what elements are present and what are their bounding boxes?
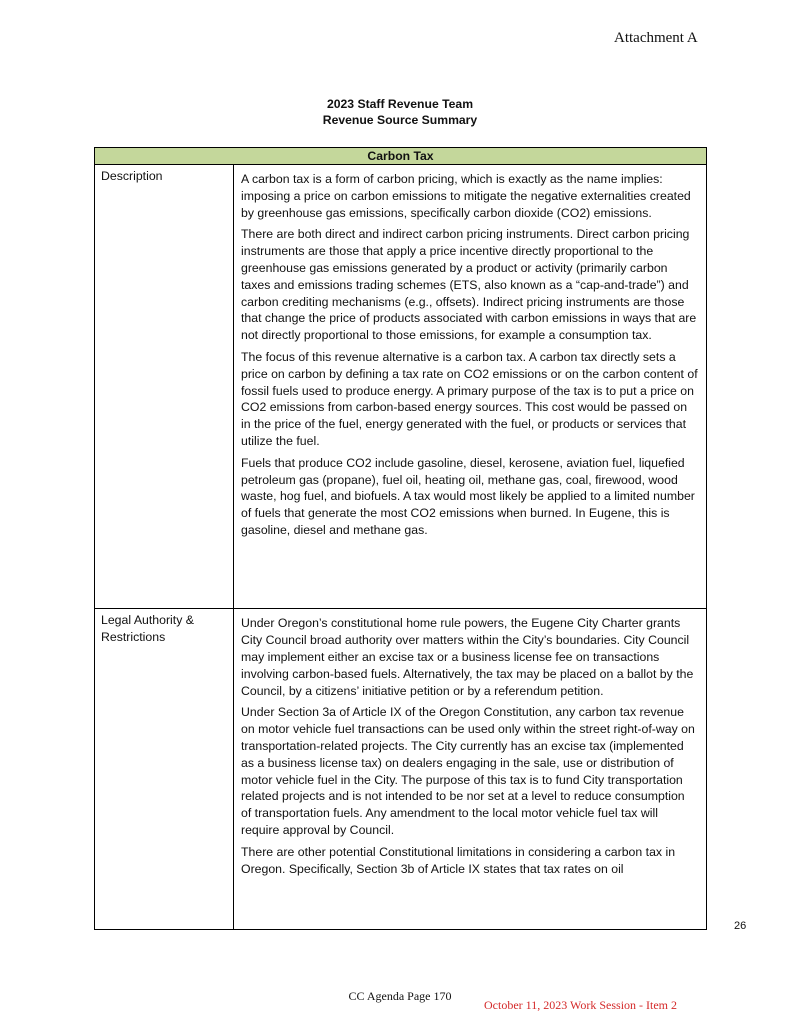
revenue-summary-table — [94, 147, 707, 930]
row-label-description: Description — [95, 165, 234, 609]
page-number: 26 — [734, 920, 747, 932]
paragraph: There are both direct and indirect carbon pricing instruments. Direct carbon pricing instruments are those that apply a price incentive directly proportional to the greenhouse gas emissions generated by a product or activity (primarily carbon taxes and emissions trading schemes (ETS, also known as a “cap-and-trade”) and carbon crediting mechanisms (e.g., offsets). Indirect pricing instruments are those that change the price of products associated with carbon emissions in ways that are not directly proportional to those emissions, for example a consumption tax. — [241, 227, 697, 343]
paragraph: Under Section 3a of Article IX of the Oregon Constitution, any carbon tax revenue on motor vehicle fuel transactions can be used only within the street right-of-way on transportation-related projects. The City currently has an excise tax (implemented as a business license tax) on dealers engaging in the sale, use or distribution of motor vehicle fuel in the City. The purpose of this tax is to fund City transportation related projects and is not intended to be nor set at a level to reduce consumption of transportation fuels. Any amendment to the local motor vehicle fuel tax will require approval by Council. — [241, 705, 695, 837]
paragraph: Fuels that produce CO2 include gasoline, diesel, kerosene, aviation fuel, liquefied petroleum gas (propane), fuel oil, heating oil, methane gas, coal, firewood, wood waste, hog fuel, and biofuels. A tax would most likely be applied to a limited number of fuels that generate the most CO2 emissions when burned. In Eugene, this is gasoline, diesel and methane gas. — [241, 455, 695, 537]
table-row-description — [95, 165, 707, 609]
row-label-legal-authority: Legal Authority & Restrictions — [95, 609, 234, 930]
paragraph: A carbon tax is a form of carbon pricing, which is exactly as the name implies: imposing a price on carbon emissions to mitigate the negative externalities created by greenhouse gas emissions, specifically carbon dioxide (CO2) emissions. — [241, 172, 691, 220]
row-content-description — [234, 165, 707, 609]
attachment-label: Attachment A — [614, 30, 698, 46]
agenda-page-footer: CC Agenda Page 170 — [348, 989, 452, 1003]
table-row-legal-authority — [95, 609, 707, 930]
row-content-legal-authority — [234, 609, 707, 930]
paragraph: The focus of this revenue alternative is a carbon tax. A carbon tax directly sets a price on carbon by defining a tax rate on CO2 emissions or on the carbon content of fossil fuels used to produce energy. A primary purpose of the tax is to put a price on CO2 emissions from carbon-based energy sources. This cost would be passed on in the price of the fuel, energy generated with the fuel, or products or services that utilize the fuel. — [241, 349, 698, 448]
table-heading-row — [95, 148, 707, 165]
title-line-1: 2023 Staff Revenue Team — [326, 97, 474, 111]
title-line-2: Revenue Source Summary — [322, 113, 478, 127]
paragraph: Under Oregon’s constitutional home rule powers, the Eugene City Charter grants City Council broad authority over matters within the City’s boundaries. City Council may implement either an excise tax or a business license fee on transactions involving carbon-based fuels. Alternatively, the tax may be placed on a ballot by the Council, by a citizens’ initiative petition or by a referendum petition. — [241, 616, 694, 698]
table-heading: Carbon Tax — [95, 148, 707, 165]
document-titles — [0, 96, 800, 128]
paragraph: There are other potential Constitutional limitations in considering a carbon tax in Oregon. Specifically, Section 3b of Article IX states that tax rates on oil — [241, 844, 676, 876]
work-session-footer: October 11, 2023 Work Session - Item 2 — [484, 998, 678, 1012]
